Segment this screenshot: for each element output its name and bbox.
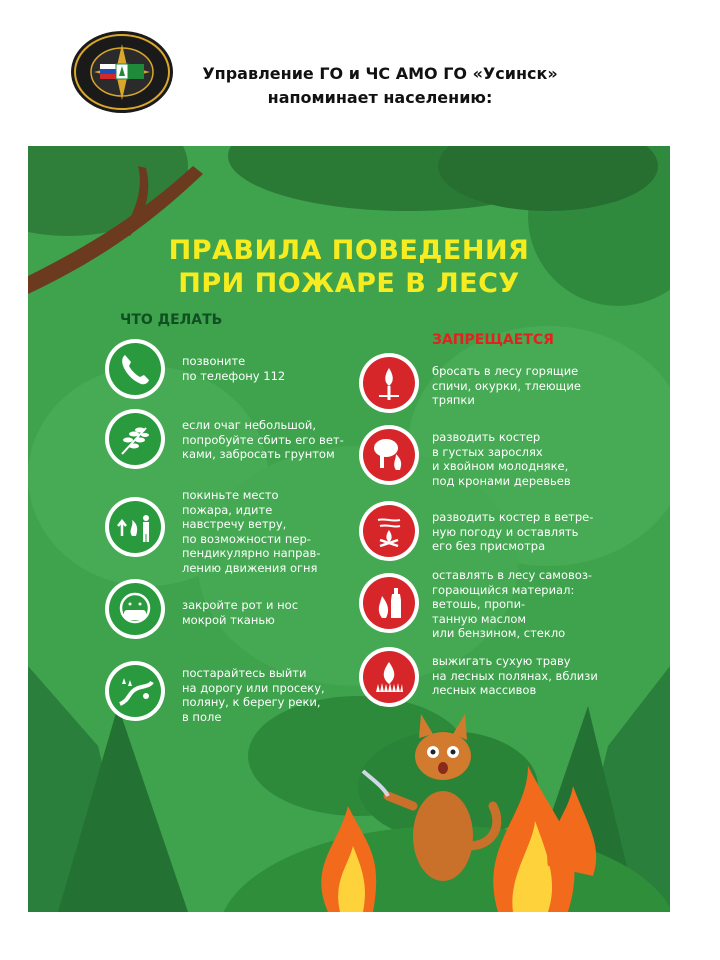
- emblem-logo: [70, 30, 174, 114]
- phone-icon: [104, 338, 166, 400]
- match-fire-icon: [358, 352, 420, 414]
- header-subtitle: напоминает населению:: [267, 88, 493, 107]
- dont-item-5-text: выжигать сухую траву на лесных полянах, вблизи лесных массивов: [432, 654, 598, 697]
- poster-title: [28, 234, 670, 300]
- do-section-title: ЧТО ДЕЛАТЬ: [120, 312, 223, 328]
- poster-title-line1: ПРАВИЛА ПОВЕДЕНИЯ: [168, 235, 530, 266]
- do-item-2-text: если очаг небольшой, попробуйте сбить его вет- ками, забросать грунтом: [182, 418, 344, 461]
- grass-fire-icon: [358, 646, 420, 708]
- dont-item-4-text: оставлять в лесу самовоз- горающийся материал: ветошь, пропи- танную маслом или бензином, стекло: [432, 568, 593, 640]
- bottle-fire-icon: [358, 572, 420, 634]
- branch-icon: [104, 408, 166, 470]
- face-mask-icon: [104, 578, 166, 640]
- header-title: Управление ГО и ЧС АМО ГО «Усинск»: [202, 64, 558, 83]
- do-item-5-text: постарайтесь выйти на дорогу или просеку, поляну, к берегу реки, в поле: [182, 666, 325, 724]
- dont-item-2-text: разводить костер в густых зарослях и хвойном молодняке, под кронами деревьев: [432, 430, 571, 488]
- do-item-3-text: покиньте место пожара, идите навстречу ветру, по возможности пер- пендикулярно направ- лению движения огня: [182, 488, 321, 575]
- road-icon: [104, 660, 166, 722]
- do-item-1-text: позвоните по телефону 112: [182, 354, 286, 383]
- poster-title-line2: ПРИ ПОЖАРЕ В ЛЕСУ: [178, 268, 520, 299]
- campfire-wind-icon: [358, 500, 420, 562]
- wind-direction-icon: [104, 496, 166, 558]
- dont-item-1-text: бросать в лесу горящие спичи, окурки, тлеющие тряпки: [432, 364, 581, 407]
- fire-safety-poster: [28, 146, 670, 912]
- campfire-trees-icon: [358, 424, 420, 486]
- dont-section-title: ЗАПРЕЩАЕТСЯ: [432, 332, 554, 348]
- dont-item-3-text: разводить костер в ветре- ную погоду и оставлять его без присмотра: [432, 510, 594, 553]
- do-item-4-text: закройте рот и нос мокрой тканью: [182, 598, 299, 627]
